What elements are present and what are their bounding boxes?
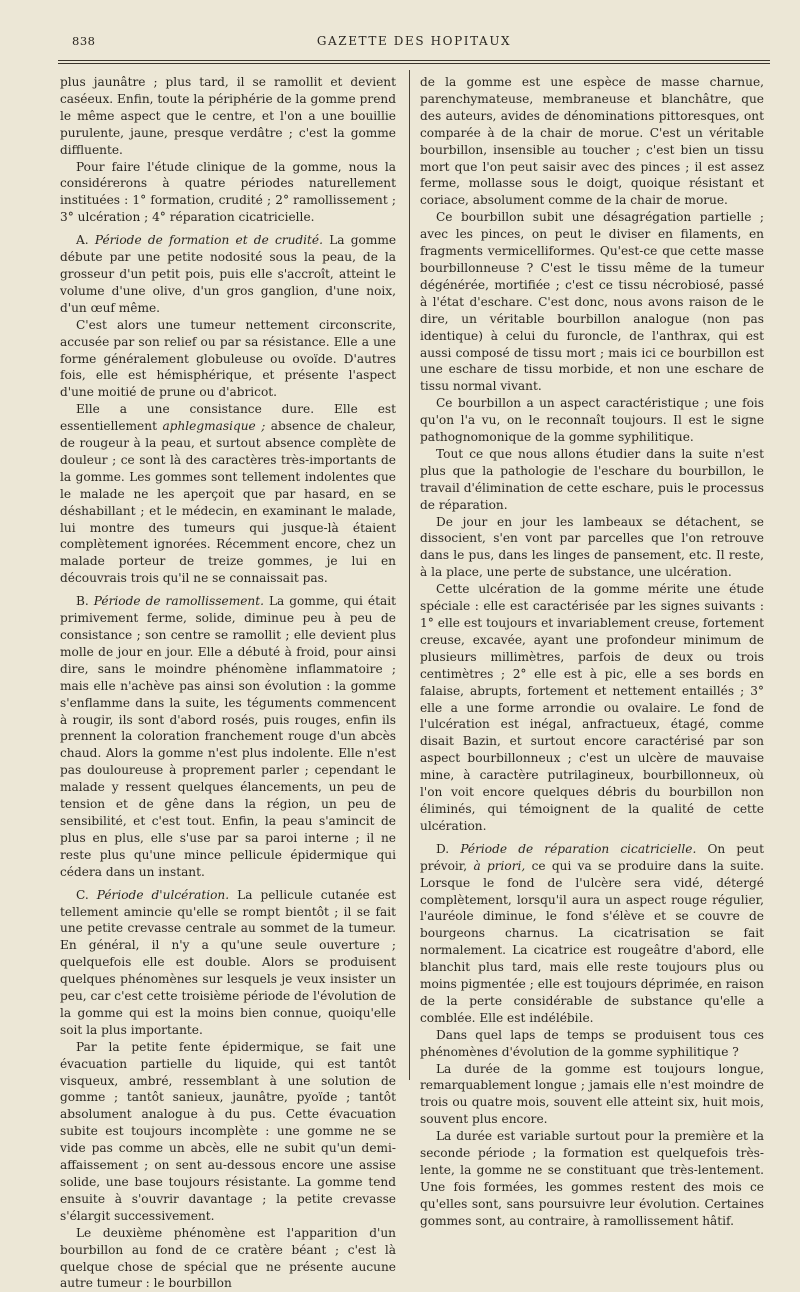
paragraph (420, 841, 764, 1027)
paragraph (420, 581, 764, 835)
paragraph-text: Le deuxième phénomène est l'apparition d'un bourbillon au fond de ce cratère béant ; c'est là quelque chose de spécial que ne présente aucune autre tumeur : le bourbillon (60, 1225, 396, 1291)
paragraph (420, 1128, 764, 1229)
journal-title: GAZETTE DES HOPITAUX (316, 34, 512, 48)
section-title: Période de ramollissement. (93, 594, 264, 609)
header-rule (58, 60, 770, 61)
paragraph (60, 74, 396, 159)
section-letter: C. (76, 887, 89, 902)
paragraph-text: Cette ulcération de la gomme mérite une étude spéciale : elle est caractérisée par les signes suivants : 1° elle est toujours et invariablement creuse, fortement creuse, excavée, ayant une profondeur minimum de plusieurs millimètres, parfois de deux ou trois centimètres ; 2° elle est à pic, elle a ses bords en falaise, abrupts, fortement et nettement entaillés ; 3° elle a une forme arrondie ou ovalaire. Le fond de l'ulcération est inégal, anfractueux, étagé, comme disait Bazin, et surtout encore caractérisé par son aspect bourbillonneux ; c'est un ulcère de mauvaise mine, à caractère putrilagineux, bourbillonneux, où l'on voit encore quelques débris du bourbillon non éliminés, qui témoignent de la qualité de cette ulcération. (420, 582, 764, 833)
header-rule-thin (58, 63, 770, 64)
paragraph-text: plus jaunâtre ; plus tard, il se ramollit et devient caséeux. Enfin, toute la périphérie de la gomme prend le même aspect que le centre, et l'on a une bouillie purulente, jaune, presque verdâtre ; c'est la gomme diffluente. (60, 75, 396, 157)
left-column (60, 74, 396, 1292)
paragraph-text: absence de chaleur, de rougeur à la peau, et surtout absence complète de douleur ; ce sont là des caractères très-importants de la gomme. Les gommes sont tellement indolentes que le malade ne les aperçoit que par hasard, en se déshabillant ; et le médecin, en examinant le malade, lui montre des tumeurs qui jusque-là étaient complètement ignorées. Récemment encore, chez un malade porteur de treize gommes, je lui en découvrais trois qu'il ne se connaissait pas. (60, 419, 397, 586)
section-title: Période de réparation cicatricielle. (460, 841, 697, 856)
paragraph (60, 317, 396, 402)
paragraph-text: De jour en jour les lambeaux se détachent, se dissocient, s'en vont par parcelles que l'on retrouve dans le pus, dans les linges de pansement, etc. Il reste, à la place, une perte de substance, une ulcération. (420, 514, 764, 580)
paragraph-text: Ce bourbillon a un aspect caractéristique ; une fois qu'on l'a vu, on le reconnaît toujours. Il est le signe pathognomonique de la gomme syphilitique. (420, 396, 764, 445)
paragraph (60, 401, 396, 587)
emphasis-term: à priori, (473, 858, 526, 873)
paragraph (420, 395, 764, 446)
paragraph (60, 1225, 396, 1292)
page-header (58, 30, 770, 54)
paragraph (60, 232, 396, 317)
paragraph-text: Dans quel laps de temps se produisent tous ces phénomènes d'évolution de la gomme syphilitique ? (420, 1027, 764, 1059)
page-number: 838 (72, 34, 96, 48)
section-letter: D. (436, 841, 450, 856)
paragraph-text: La gomme débute par une petite nodosité sous la peau, de la grosseur d'un petit pois, puis elle s'accroît, atteint le volume d'une olive, d'un gros ganglion, d'une noix, d'un œuf même. (60, 233, 397, 315)
paragraph-text: La gomme, qui était primivement ferme, solide, diminue peu à peu de consistance ; son centre se ramollit ; elle devient plus molle de jour en jour. Elle a débuté à froid, pour ainsi dire, sans le moindre phénomène inflammatoire ; mais elle n'achève pas ainsi son évolution : la gomme s'enflamme dans la suite, les téguments commencent à rougir, ils sont d'abord rosés, puis rouges, enfin ils prennent la coloration franchement rouge d'un abcès chaud. Alors la gomme n'est plus indolente. Elle n'est pas douloureuse à proprement parler ; cependant le malade y ressent quelques élancements, un peu de tension et de gêne dans la région, un peu de sensibilité, et c'est tout. Enfin, la peau s'amincit de plus en plus, elle s'use par sa paroi interne ; il ne reste plus qu'une mince pellicule épidermique qui cédera dans un instant. (60, 594, 396, 879)
paragraph-text: La durée de la gomme est toujours longue, remarquablement longue ; jamais elle n'est moindre de trois ou quatre mois, souvent elle atteint six, huit mois, souvent plus encore. (420, 1061, 764, 1127)
paragraph (420, 446, 764, 514)
paragraph (420, 209, 764, 395)
paragraph (420, 1061, 764, 1129)
right-column (420, 74, 764, 1230)
paragraph-text: Pour faire l'étude clinique de la gomme, nous la considérerons à quatre périodes naturellement instituées : 1° formation, crudité ; 2° ramollissement ; 3° ulcération ; 4° réparation cicatricielle. (60, 159, 396, 225)
section-letter: B. (76, 594, 89, 609)
paragraph (420, 1027, 764, 1061)
paragraph-text: Elle a une consistance dure. Elle est essentiellement (60, 402, 396, 434)
paragraph (420, 74, 764, 209)
paragraph-text: La pellicule cutanée est tellement amincie qu'elle se rompt bientôt ; il se fait une petite crevasse centrale au sommet de la tumeur. En général, il n'y a qu'une seule ouverture ; quelquefois elle est double. Alors se produisent quelques phénomènes sur lesquels je veux insister un peu, car c'est cette troisième période de l'évolution de la gomme qui est la moins bien connue, quoiqu'elle soit la plus importante. (60, 887, 397, 1037)
paragraph-text: On peut prévoir, (420, 841, 765, 873)
paragraph-text: ce qui va se produire dans la suite. Lorsque le fond de l'ulcère sera vidé, détergé complètement, lorsqu'il aura un aspect rouge régulier, l'auréole diminue, le fond s'élève et se couvre de bourgeons charnus. La cicatrisation se fait normalement. La cicatrice est rougeâtre d'abord, elle blanchit plus tard, mais elle reste toujours plus ou moins pigmentée ; elle est toujours déprimée, en raison de la perte considérable de substance qu'elle a comblée. Elle est indélébile. (420, 858, 765, 1025)
paragraph-text: Par la petite fente épidermique, se fait une évacuation partielle du liquide, qui est tantôt visqueux, ambré, ressemblant à une solution de gomme ; tantôt sanieux, jaunâtre, pyoïde ; tantôt absolument analogue à du pus. Cette évacuation subite est toujours incomplète : une gomme ne se vide pas comme un abcès, elle ne subit qu'un demi-affaissement ; on sent au-dessous encore une assise solide, une base toujours résistante. La gomme tend ensuite à s'ouvrir davantage ; la petite crevasse s'élargit successivement. (60, 1039, 396, 1223)
section-letter: A. (76, 233, 89, 248)
paragraph-text: La durée est variable surtout pour la première et la seconde période ; la formation est quelquefois très-lente, la gomme ne se constituant que très-lentement. Une fois formées, les gommes restent des mois ce qu'elles sont, sans poursuivre leur évolution. Certaines gommes sont, au contraire, à ramollissement hâtif. (420, 1129, 764, 1228)
paragraph-text: Tout ce que nous allons étudier dans la suite n'est plus que la pathologie de l'eschare du bourbillon, le travail d'élimination de cette eschare, puis le processus de réparation. (420, 446, 764, 512)
section-title: Période d'ulcération. (96, 887, 230, 902)
paragraph-text: C'est alors une tumeur nettement circonscrite, accusée par son relief ou par sa résistance. Elle a une forme généralement globuleuse ou ovoïde. D'autres fois, elle est hémisphérique, et présente l'aspect d'une moitié de prune ou d'abricot. (60, 317, 396, 400)
section-title: Période de formation et de crudité. (94, 233, 323, 248)
paragraph-text: Ce bourbillon subit une désagrégation partielle ; avec les pinces, on peut le diviser en filaments, en fragments vermicelliformes. Qu'est-ce que cette masse bourbillonneuse ? C'est le tissu même de la tumeur dégénérée, mortifiée ; c'est ce tissu nécrobiosé, passé à l'état d'eschare. C'est donc, nous avons raison de le dire, un véritable bourbillon analogue (non pas identique) à celui du furoncle, de l'anthrax, qui est aussi composé de tissu mort ; mais ici ce bourbillon est une eschare de tissu morbide, et non une eschare de tissu normal vivant. (420, 210, 764, 394)
paragraph-text: de la gomme est une espèce de masse charnue, parenchymateuse, membraneuse et blanchâtre, que des auteurs, avides de dénominations pittoresques, ont comparée à de la chair de morue. C'est un véritable bourbillon, insensible au toucher ; c'est bien un tissu mort que l'on peut saisir avec des pinces ; il est assez ferme, mollasse sous le doigt, quoique résistant et coriace, absolument comme de la chair de morue. (420, 75, 764, 208)
paragraph (60, 887, 396, 1039)
paragraph (60, 1039, 396, 1225)
emphasis-term: aphlegmasique ; (162, 419, 266, 434)
column-divider (409, 70, 410, 1080)
paragraph (420, 514, 764, 582)
paragraph (60, 593, 396, 880)
paragraph (60, 159, 396, 227)
